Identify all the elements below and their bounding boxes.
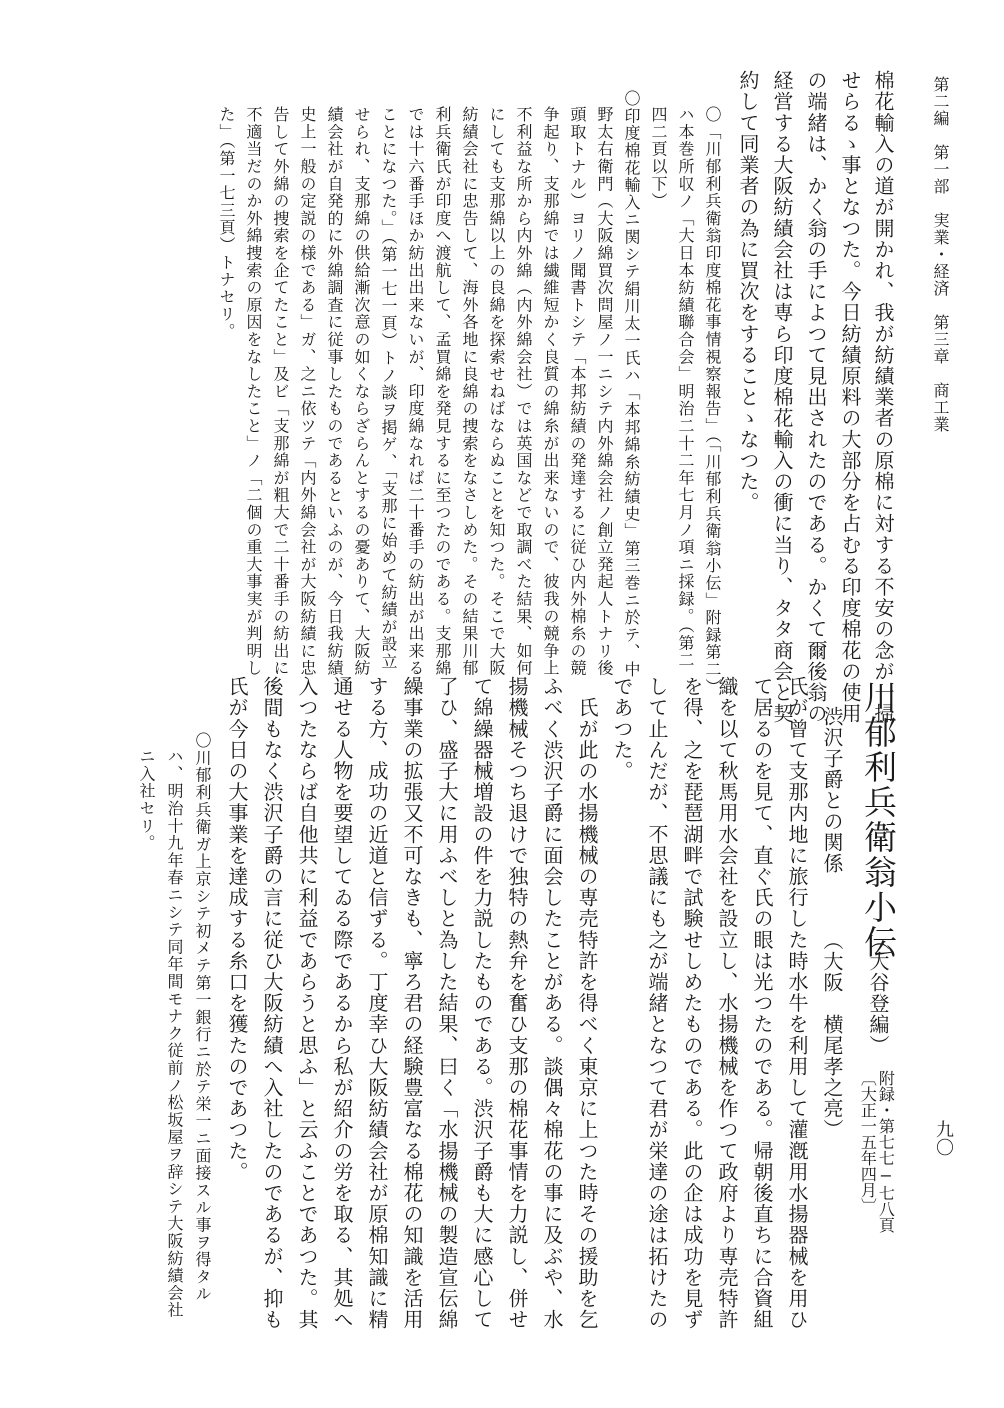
upper-note-line: 不適当だのか外綿捜索の原因をなしたこと」ノ「二個の重大事実が判明し xyxy=(244,106,263,677)
upper-paragraph-line: 棉花輸入の道が開かれ、我が紡績業者の原棉に対する不安の念が一掃 xyxy=(871,70,895,725)
upper-note-line: 紡績会社に忠告して、海外各地に良綿の捜索をなさしめた。その結果川郁 xyxy=(460,106,479,677)
lower-paragraph-line: 氏が今日の大事業を達成する糸口を獲たのであつた。 xyxy=(225,676,249,1183)
upper-note-line: 利兵衛氏が印度へ渡航して、孟買綿を発見するに至つたのである。支那綿 xyxy=(433,106,452,677)
upper-note-line: ハ本巻所収ノ「大日本紡績聯合会」明治二十二年七月ノ項ニ採録。（第二 xyxy=(676,106,695,669)
upper-note-line: せられ、支那綿の供給漸次意の如くならざらんとするの憂ありて、大阪紡 xyxy=(352,106,371,677)
reference-line: 附録・第七七−七八頁 xyxy=(876,1070,896,1233)
lower-note-line: ニ入社セリ。 xyxy=(137,748,156,852)
upper-note-line: ことになつた。」（第一七一頁）トノ談ヲ掲ゲ、「支那に始めて紡績が設立 xyxy=(379,106,398,671)
upper-note-line: 績会社が自発的に外綿調査に従事したものであるといふのが、今日我紡績 xyxy=(325,106,344,677)
lower-paragraph-line: 氏が此の水揚機械の専売特許を得べく東京に上つた時その援助を乞 xyxy=(575,676,599,1331)
lower-paragraph-line: 氏が曾て支那内地に旅行した時水牛を利用して灌漑用水揚器械を用ひ xyxy=(785,676,809,1331)
upper-note-line: 争起り、支那綿では繊維短かく良質の綿糸が出来ないので、彼我の競争上 xyxy=(541,106,560,677)
title-author: （大谷登編） xyxy=(866,930,890,1056)
upper-note-line: 史上一般の定説の様である」ガ、之ニ依ツテ「内外綿会社が大阪紡績に忠 xyxy=(298,106,317,677)
running-header: 第二編 第一部 実業・経済 第三章 商工業 xyxy=(931,76,950,433)
lower-paragraph-line: て居るのを見て、直ぐ氏の眼は光つたのである。帰朝後直ちに合資組 xyxy=(750,676,774,1331)
subheading-author: （大阪 横尾孝之亮） xyxy=(820,930,844,1140)
upper-note-line: た」（第一七三頁）トナセリ。 xyxy=(217,106,236,341)
lower-paragraph-line: て綿繰器械増設の件を力説したものである。渋沢子爵も大に感心して xyxy=(470,676,494,1331)
lower-paragraph-line: 織を以て秋馬用水会社を設立し、水揚機械を作つて政府より専売特許 xyxy=(715,676,739,1331)
lower-paragraph-line: ふべく渋沢子爵に面会したことがある。談偶々棉花の事に及ぶや、水 xyxy=(540,676,564,1331)
upper-note-line: 頭取トナル）ヨリノ聞書トシテ「本邦紡績の発達するに従ひ内外棉糸の競 xyxy=(568,106,587,677)
upper-note-line: 不利益な所から内外綿（内外綿会社）では英国などで取調べた結果、如何 xyxy=(514,106,533,677)
lower-paragraph-line: 了ひ、盛子大に用ふべしと為した結果、曰く「水揚機械の製造宣伝綿 xyxy=(435,676,459,1331)
upper-note-line: 告して外綿の捜索を企てたこと」及ビ「支那綿が粗大で二十番手の紡出に xyxy=(271,106,290,677)
upper-paragraph-line: 約して同業者の為に買次をすることゝなつた。 xyxy=(736,70,760,514)
lower-paragraph-line: 通せる人物を要望してゐる際であるから私が紹介の労を取る、其処へ xyxy=(330,676,354,1331)
lower-note-line: ハ、明治十九年春ニシテ同年間モナク従前ノ松坂屋ヲ辞シテ大阪紡績会社 xyxy=(165,748,184,1319)
upper-note-line: 〇「川郁利兵衛翁印度棉花事情視察報告」（「川郁利兵衛翁小伝」附録第二） xyxy=(703,106,722,696)
upper-paragraph-line: の端緒は、かく翁の手によつて見出されたのである。かくて爾後翁の xyxy=(804,70,828,725)
lower-paragraph-line: 後間もなく渋沢子爵の言に従ひ大阪紡績へ入社したのであるが、抑も xyxy=(260,676,284,1331)
lower-paragraph-line: 揚機械そつち退けで独特の熱弁を奮ひ支那の棉花事情を力説し、併せ xyxy=(505,676,529,1331)
lower-paragraph-line: する方、成功の近道と信ずる。丁度幸ひ大阪紡績会社が原棉知識に精 xyxy=(365,676,389,1331)
upper-note-line: では十六番手ほか紡出出来ないが、印度綿なれば二十番手の紡出が出来る xyxy=(406,106,425,677)
lower-paragraph-line: を得、之を琵琶湖畔で試験せしめたものである。此の企は成功を見ず xyxy=(680,676,704,1331)
upper-note-line: 四二頁以下） xyxy=(649,106,668,210)
lower-paragraph-line: であつた。 xyxy=(610,676,634,782)
lower-note-line: 〇川郁利兵衛ガ上京シテ初メテ第一銀行ニ於テ栄一ニ面接スル事ヲ得タル xyxy=(193,732,212,1303)
upper-note-line: 〇印度棉花輸入ニ関シテ絹川太一氏ハ「本邦綿糸紡績史」第三巻ニ於テ、中 xyxy=(622,90,641,679)
section-title: 川郁利兵衛翁小伝 xyxy=(859,680,898,960)
page-number: 九〇 xyxy=(933,1120,954,1156)
lower-paragraph-line: 繰事業の拡張又不可なきも、寧ろ君の経験豊富なる棉花の知識を活用 xyxy=(400,676,424,1331)
lower-paragraph-line: 入つたならば自他共に利益であらうと思ふ」と云ふことであつた。其 xyxy=(295,676,319,1331)
upper-paragraph-line: せらるゝ事となつた。今日紡績原料の大部分を占むる印度棉花の使用 xyxy=(838,70,862,725)
reference-line: 〔大正一五年四月〕 xyxy=(858,1070,878,1214)
upper-note-line: 野太右衛門（大阪綿買次問屋ノ一ニシテ内外綿会社ノ創立発起人トナリ後 xyxy=(595,106,614,677)
upper-paragraph-line: 経営する大阪紡績会社は専ら印度棉花輸入の衝に当り、タタ商会と契 xyxy=(770,70,794,725)
subheading: 渋沢子爵との関係 xyxy=(820,706,844,874)
lower-paragraph-line: して止んだが、不思議にも之が端緒となつて君が栄達の途は拓けたの xyxy=(645,676,669,1331)
upper-note-line: にしても支那綿以上の良綿を探索せねばならぬことを知つた。そこで大阪 xyxy=(487,106,506,677)
